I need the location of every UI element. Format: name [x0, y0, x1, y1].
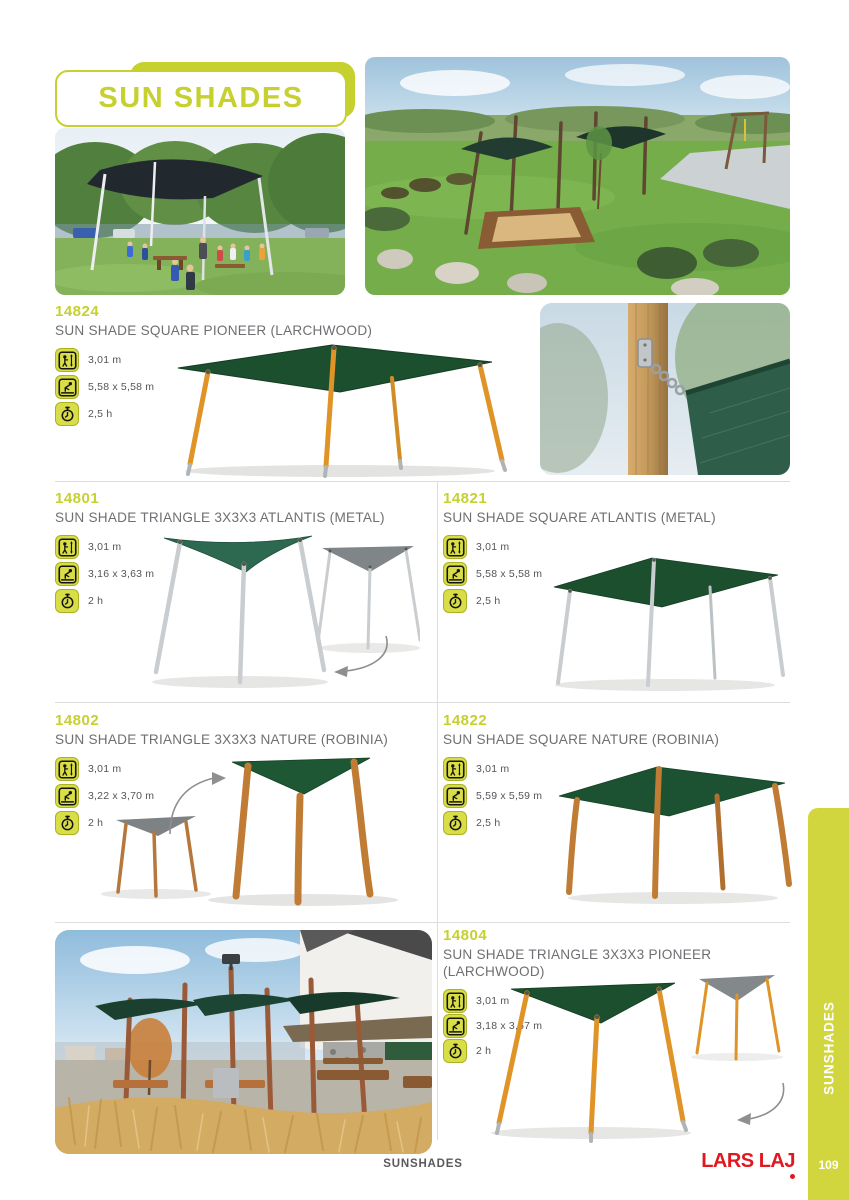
divider-row3 — [55, 922, 790, 923]
spec-area: 3,22 x 3,70 m — [55, 784, 435, 808]
brand-trademark-dot — [790, 1174, 795, 1179]
photo-park-sunshade — [55, 128, 345, 295]
product-name: SUN SHADE TRIANGLE 3X3X3 PIONEER (LARCHWOOD) — [443, 947, 712, 979]
footer-section-label: SUNSHADES — [383, 1158, 463, 1170]
brand-logo: LARS LAJ — [700, 1150, 795, 1196]
product-id: 14804 — [443, 927, 488, 944]
height-icon — [443, 535, 467, 559]
spec-time: 2,5 h — [443, 589, 790, 613]
product-id: 14822 — [443, 712, 488, 729]
photo-playground-sandbox — [365, 57, 790, 295]
photo-post-chain-detail — [540, 303, 790, 475]
render-14824 — [150, 338, 510, 480]
arrow-head — [212, 772, 226, 785]
render-14821 — [540, 545, 790, 695]
spec-height: 3,01 m — [55, 757, 435, 781]
spec-area: 3,16 x 3,63 m — [55, 562, 435, 586]
product-name: SUN SHADE TRIANGLE 3X3X3 ATLANTIS (METAL) — [55, 510, 385, 525]
divider-row1 — [55, 481, 790, 482]
render-14802 — [58, 746, 440, 908]
assembly-time-icon — [443, 1039, 467, 1063]
assembly-time-icon — [443, 589, 467, 613]
min-space-icon — [443, 784, 467, 808]
height-icon — [443, 757, 467, 781]
render-14804 — [475, 965, 815, 1145]
arrow-curve — [749, 1083, 784, 1119]
photo-park-sunshade-scene — [55, 128, 345, 295]
spec-height: 3,01 m — [443, 989, 803, 1013]
product-name: SUN SHADE TRIANGLE 3X3X3 NATURE (ROBINIA) — [55, 732, 389, 747]
product-id: 14821 — [443, 490, 488, 507]
page-title: SUN SHADES — [98, 82, 304, 114]
spec-time: 2,5 h — [443, 811, 790, 835]
product-id: 14802 — [55, 712, 100, 729]
product-name: SUN SHADE SQUARE ATLANTIS (METAL) — [443, 510, 716, 525]
spec-time: 2,5 h — [55, 402, 435, 426]
height-icon — [443, 989, 467, 1013]
render-14801 — [148, 520, 420, 696]
photo-playground-sandbox-scene — [365, 57, 790, 295]
min-space-icon — [55, 562, 79, 586]
side-tab-label: SUNSHADES — [821, 1001, 837, 1095]
assembly-time-icon — [55, 589, 79, 613]
spec-area: 3,18 x 3,67 m — [443, 1014, 803, 1038]
page-title-box — [55, 70, 347, 127]
arrow-head — [737, 1113, 751, 1125]
spec-height: 3,01 m — [443, 757, 790, 781]
height-icon — [55, 535, 79, 559]
min-space-icon — [443, 562, 467, 586]
spec-height: 3,01 m — [55, 348, 435, 372]
spec-height: 3,01 m — [55, 535, 435, 559]
spec-area: 5,58 x 5,58 m — [443, 562, 790, 586]
spec-time: 2 h — [55, 811, 435, 835]
arrow-curve — [346, 636, 387, 671]
render-14822 — [545, 750, 795, 908]
height-icon — [55, 348, 79, 372]
page-number: 109 — [818, 1158, 839, 1172]
min-space-icon — [55, 375, 79, 399]
min-space-icon — [443, 1014, 467, 1038]
spec-time: 2 h — [443, 1039, 803, 1063]
arrow-head — [334, 666, 348, 677]
spec-area: 5,58 x 5,58 m — [55, 375, 435, 399]
product-name: SUN SHADE SQUARE PIONEER (LARCHWOOD) — [55, 323, 373, 338]
photo-urban-sunshades — [55, 930, 432, 1154]
photo-post-chain-scene — [540, 303, 790, 475]
assembly-time-icon — [443, 811, 467, 835]
photo-urban-sunshades-scene — [55, 930, 432, 1154]
spec-height: 3,01 m — [443, 535, 790, 559]
spec-time: 2 h — [55, 589, 435, 613]
divider-row2 — [55, 702, 790, 703]
product-id: 14824 — [55, 303, 100, 320]
product-id: 14801 — [55, 490, 100, 507]
spec-area: 5,59 x 5,59 m — [443, 784, 790, 808]
assembly-time-icon — [55, 402, 79, 426]
product-name: SUN SHADE SQUARE NATURE (ROBINIA) — [443, 732, 720, 747]
